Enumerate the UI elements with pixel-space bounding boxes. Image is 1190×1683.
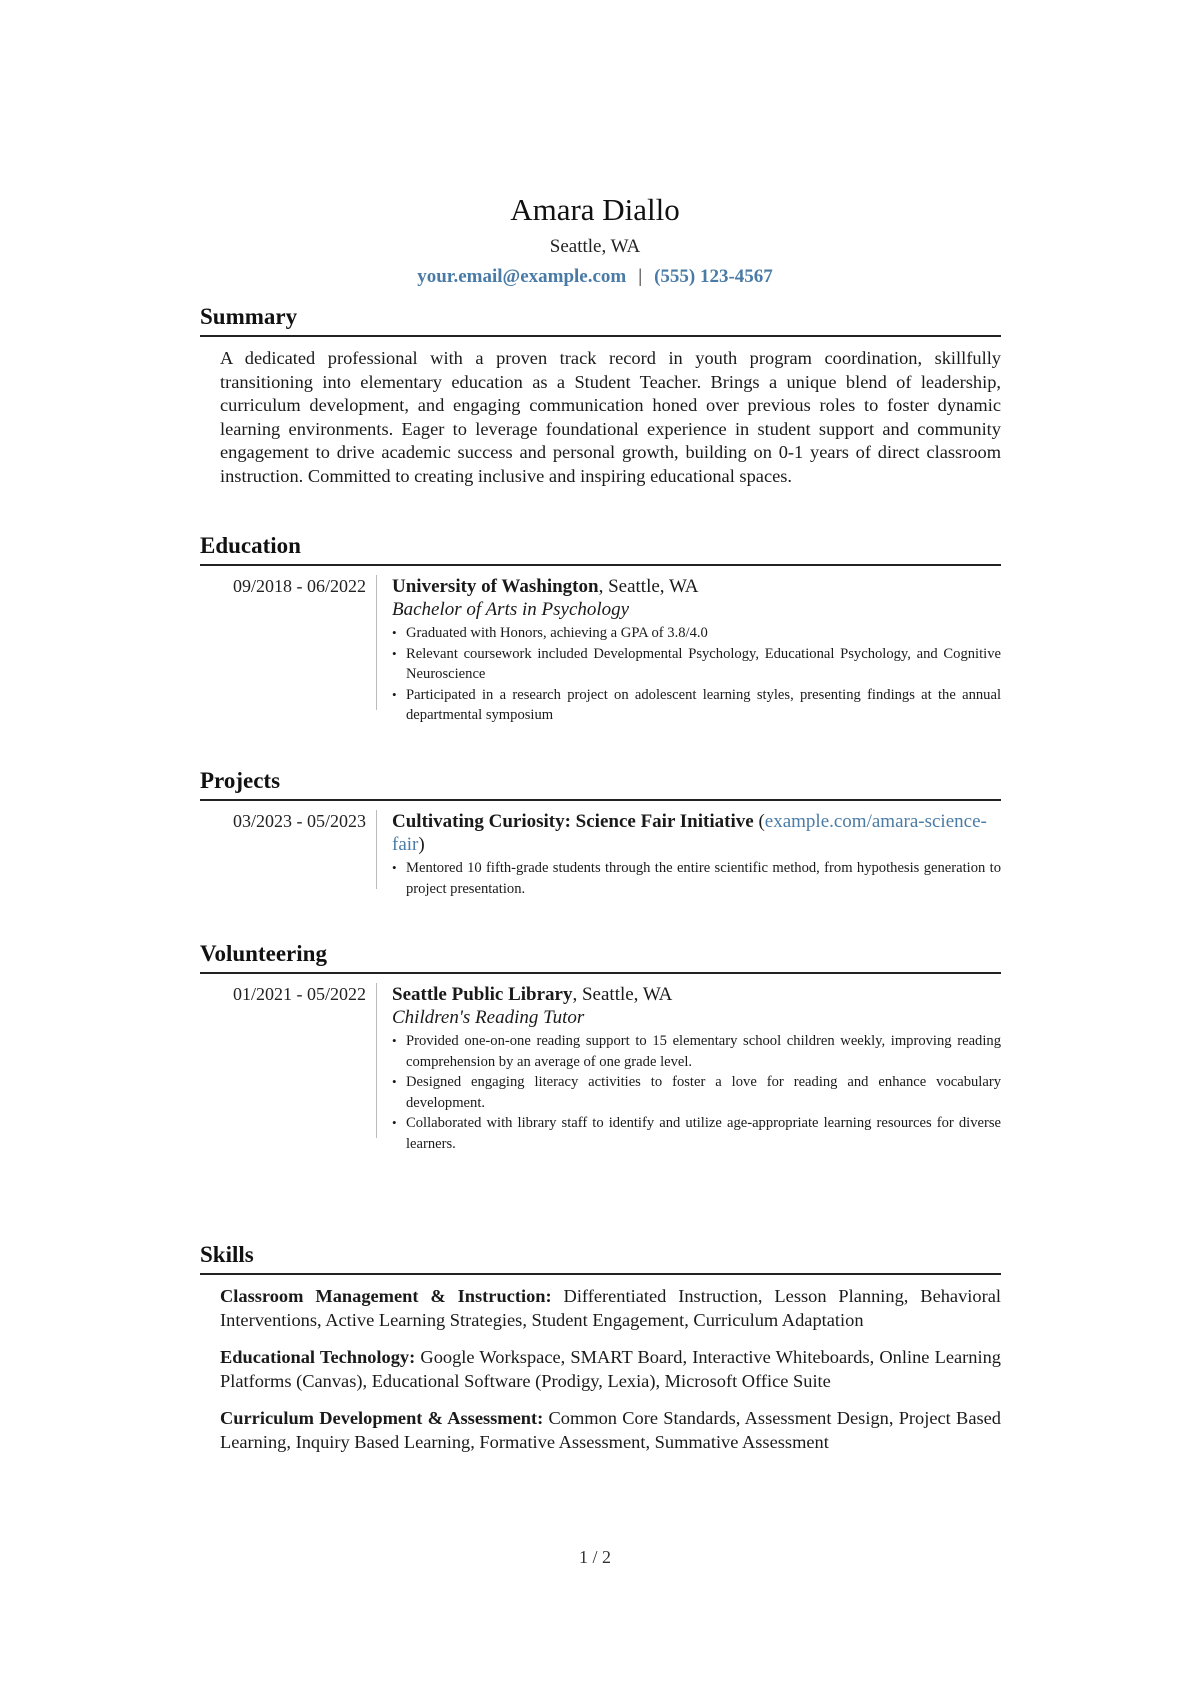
skill-group [220, 1407, 1001, 1454]
candidate-name: Amara Diallo [510, 192, 680, 227]
section-title-volunteering: Volunteering [200, 939, 1001, 974]
volunteering-entry [200, 983, 1001, 1155]
bullet-item: • Mentored 10 fifth-grade students through the entire scientific method, from hypothesis generation to project presentation. [392, 858, 1001, 899]
skill-group-value: Common Core Standards, Assessment Design, Project Based Learning, Inquiry Based Learning, Formative Assessment, Summative Assessment [220, 1408, 1001, 1452]
skill-group [220, 1285, 1001, 1332]
project-entry [200, 810, 1001, 899]
section-title-education: Education [200, 531, 1001, 566]
section-title-skills: Skills [200, 1240, 1001, 1275]
bullet-list [392, 858, 1001, 899]
entry-role: Children's Reading Tutor [392, 1007, 585, 1028]
skill-group-label: Curriculum Development & Assessment: [220, 1408, 544, 1428]
email-link[interactable]: your.email@example.com [417, 266, 627, 287]
phone-link[interactable]: (555) 123-4567 [654, 266, 773, 287]
education-section [200, 531, 1001, 726]
education-entry [200, 575, 1001, 726]
project-link[interactable]: example.com/amara-science-fair [392, 811, 987, 855]
bullet-item: • Relevant coursework included Developmental Psychology, Educational Psychology, and Cognitive Neuroscience [392, 644, 1001, 685]
entry-organization: University of Washington [392, 576, 599, 597]
entry-date: 01/2021 - 05/2022 [200, 983, 377, 1138]
entry-title [392, 575, 1001, 598]
entry-location: , Seattle, WA [572, 984, 673, 1005]
bullet-list [392, 623, 1001, 726]
summary-section [200, 302, 1001, 488]
skill-group-label: Classroom Management & Instruction: [220, 1286, 552, 1306]
summary-text: A dedicated professional with a proven track record in youth program coordination, skillfully transitioning into elementary education as a Student Teacher. Brings a unique blend of leadership, curriculum development, and engaging communication honed over previous roles to foster dynamic learning environments. Eager to leverage foundational experience in student support and community engagement to drive academic success and personal growth, building on 0-1 years of direct classroom instruction. Committed to creating inclusive and inspiring educational spaces. [220, 348, 1001, 486]
skill-group-label: Educational Technology: [220, 1347, 416, 1367]
section-title-projects: Projects [200, 766, 1001, 801]
bullet-list [392, 1031, 1001, 1155]
entry-degree: Bachelor of Arts in Psychology [392, 599, 630, 620]
bullet-item: • Provided one-on-one reading support to 15 elementary school children weekly, improving reading comprehension by an average of one grade level. [392, 1031, 1001, 1072]
skill-group-value: Google Workspace, SMART Board, Interactive Whiteboards, Online Learning Platforms (Canvas), Educational Software (Prodigy, Lexia), Microsoft Office Suite [220, 1347, 1002, 1391]
skills-section [200, 1240, 1001, 1468]
bullet-item: • Designed engaging literacy activities to foster a love for reading and enhance vocabulary development. [392, 1072, 1001, 1113]
volunteering-section [200, 939, 1001, 1155]
resume-header [0, 190, 1190, 290]
projects-section [200, 766, 1001, 899]
entry-organization: Seattle Public Library [392, 984, 573, 1005]
contact-separator: | [638, 266, 643, 287]
page-number: 1 / 2 [578, 1547, 611, 1567]
candidate-location: Seattle, WA [549, 236, 641, 257]
bullet-item: • Graduated with Honors, achieving a GPA of 3.8/4.0 [392, 623, 1001, 644]
bullet-item: • Participated in a research project on adolescent learning styles, presenting findings at the annual departmental symposium [392, 685, 1001, 726]
section-title-summary: Summary [200, 302, 1001, 337]
paren-close: ) [418, 834, 425, 855]
skill-group-value: Differentiated Instruction, Lesson Planning, Behavioral Interventions, Active Learning Strategies, Student Engagement, Curriculum Adaptation [220, 1286, 1001, 1330]
project-title [392, 810, 1001, 856]
skill-group [220, 1346, 1001, 1393]
entry-date: 03/2023 - 05/2023 [200, 810, 377, 889]
paren-open: ( [753, 811, 765, 832]
entry-date: 09/2018 - 06/2022 [200, 575, 377, 710]
project-name: Cultivating Curiosity: Science Fair Initiative [392, 811, 754, 832]
bullet-item: • Collaborated with library staff to identify and utilize age-appropriate learning resources for diverse learners. [392, 1113, 1001, 1154]
entry-title [392, 983, 1001, 1006]
contact-line [0, 264, 1190, 290]
entry-location: , Seattle, WA [598, 576, 699, 597]
